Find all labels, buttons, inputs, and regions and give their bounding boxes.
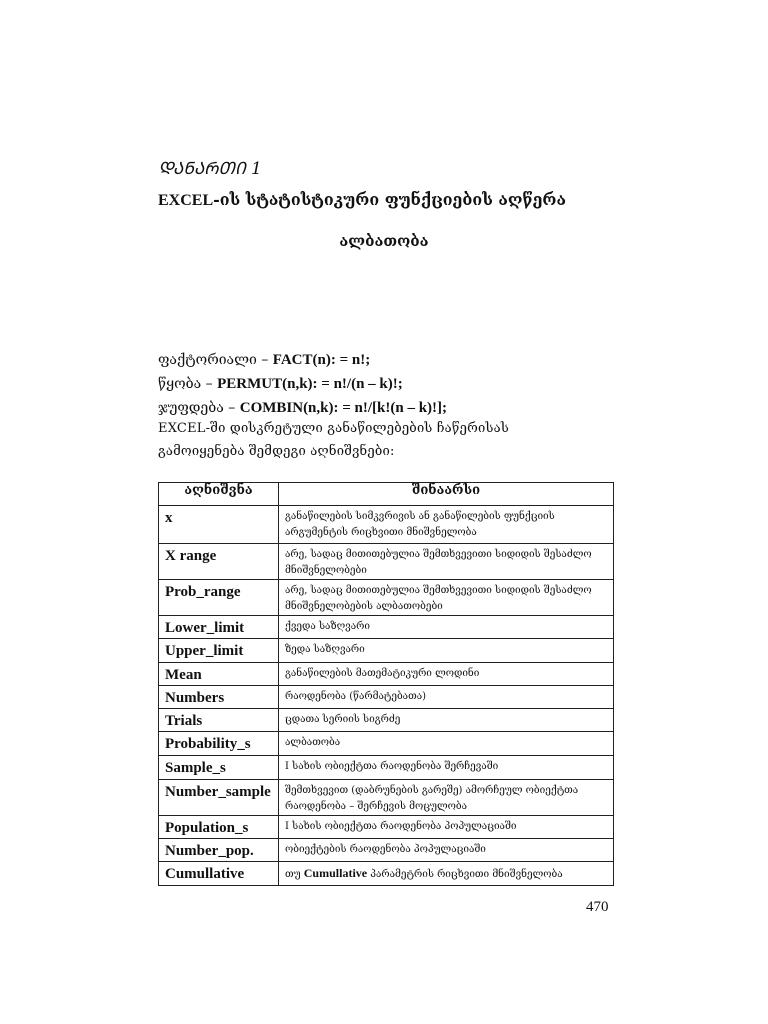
heading-rest: -ის სტატისტიკური ფუნქციების აღწერა [213, 190, 566, 209]
term-cell: X range [159, 544, 279, 580]
term-cell: Prob_range [159, 580, 279, 616]
term-cell: Mean [159, 663, 279, 686]
column-header-notation: აღნიშვნა [159, 483, 279, 506]
table-row [159, 544, 614, 580]
desc-bold-term: Cumullative [303, 866, 368, 880]
term-cell: Probability_s [159, 732, 279, 756]
description-cell: არე, სადაც მითითებულია შემთხვევითი სიდიდის შესაძლო მნიშვნელობების ალბათობები [279, 580, 614, 616]
description-cell: I სახის ობიექტთა რაოდენობა პოპულაციაში [279, 816, 614, 839]
column-header-meaning: შინაარსი [279, 483, 614, 506]
table-row [159, 580, 614, 616]
heading-prefix: EXCEL [158, 192, 214, 209]
notation-table [158, 482, 614, 886]
table-row [159, 709, 614, 732]
intro-line-1: EXCEL-ში დისკრეტული განაწილებების ჩაწერისას [158, 421, 509, 436]
intro-line-2: გამოიყენება შემდეგი აღნიშვნები: [158, 444, 395, 459]
formula-expression: PERMUT(n,k): = n!/(n – k)!; [217, 376, 403, 392]
description-cell: ზედა საზღვარი [279, 639, 614, 663]
description-cell: ცდათა სერიის სიგრძე [279, 709, 614, 732]
table-row [159, 780, 614, 816]
term-cell: Sample_s [159, 756, 279, 780]
formula-combin [158, 400, 447, 417]
formula-label: წყობა – [158, 376, 218, 392]
table-row [159, 756, 614, 780]
table-row [159, 816, 614, 839]
table-header-row [159, 483, 614, 506]
term-cell: x [159, 506, 279, 544]
desc-suffix: პარამეტრის რიცხვითი მნიშვნელობა [367, 869, 563, 880]
description-cell: შემთხვევით (დაბრუნების გარეშე) ამორჩეულ ობიექტთა რაოდენობა – შერჩევის მოცულობა [279, 780, 614, 816]
term-cell: Upper_limit [159, 639, 279, 663]
formula-expression: COMBIN(n,k): = n!/[k!(n – k)!]; [239, 400, 448, 416]
desc-prefix: თუ [285, 869, 304, 880]
description-cell: ობიექტების რაოდენობა პოპულაციაში [279, 839, 614, 862]
description-cell: განაწილების მათემატიკური ლოდინი [279, 663, 614, 686]
formula-label: ჯუფდება – [158, 400, 240, 416]
term-cell: Trials [159, 709, 279, 732]
term-cell: Numbers [159, 686, 279, 709]
description-cell: არე, სადაც მითითებულია შემთხვევითი სიდიდის შესაძლო მნიშვნელობები [279, 544, 614, 580]
subsection-heading: ალბათობა [339, 232, 429, 250]
term-cell: Population_s [159, 816, 279, 839]
table-row [159, 686, 614, 709]
table-row [159, 732, 614, 756]
formula-expression: FACT(n): = n!; [272, 352, 371, 368]
section-heading [158, 190, 566, 210]
page-number: 470 [586, 899, 609, 915]
table-row [159, 616, 614, 639]
term-cell: Number_sample [159, 780, 279, 816]
formula-label: ფაქტორიალი – [158, 352, 273, 368]
table-row [159, 862, 614, 886]
description-cell: ქვედა საზღვარი [279, 616, 614, 639]
formula-permut [158, 376, 403, 393]
table-row [159, 839, 614, 862]
description-cell: რაოდენობა (წარმატებათა) [279, 686, 614, 709]
description-cell: I სახის ობიექტთა რაოდენობა შერჩევაში [279, 756, 614, 780]
term-cell: Cumullative [159, 862, 279, 886]
description-cell [279, 862, 614, 886]
table-row [159, 506, 614, 544]
term-cell: Number_pop. [159, 839, 279, 862]
appendix-label: ᲓᲐᲜᲐᲠᲗᲘ 1 [158, 159, 262, 179]
term-cell: Lower_limit [159, 616, 279, 639]
description-cell: ალბათობა [279, 732, 614, 756]
formula-fact [158, 352, 370, 369]
table-row [159, 639, 614, 663]
table-row [159, 663, 614, 686]
description-cell: განაწილების სიმკვრივის ან განაწილების ფუნქციის არგუმენტის რიცხვითი მნიშვნელობა [279, 506, 614, 544]
